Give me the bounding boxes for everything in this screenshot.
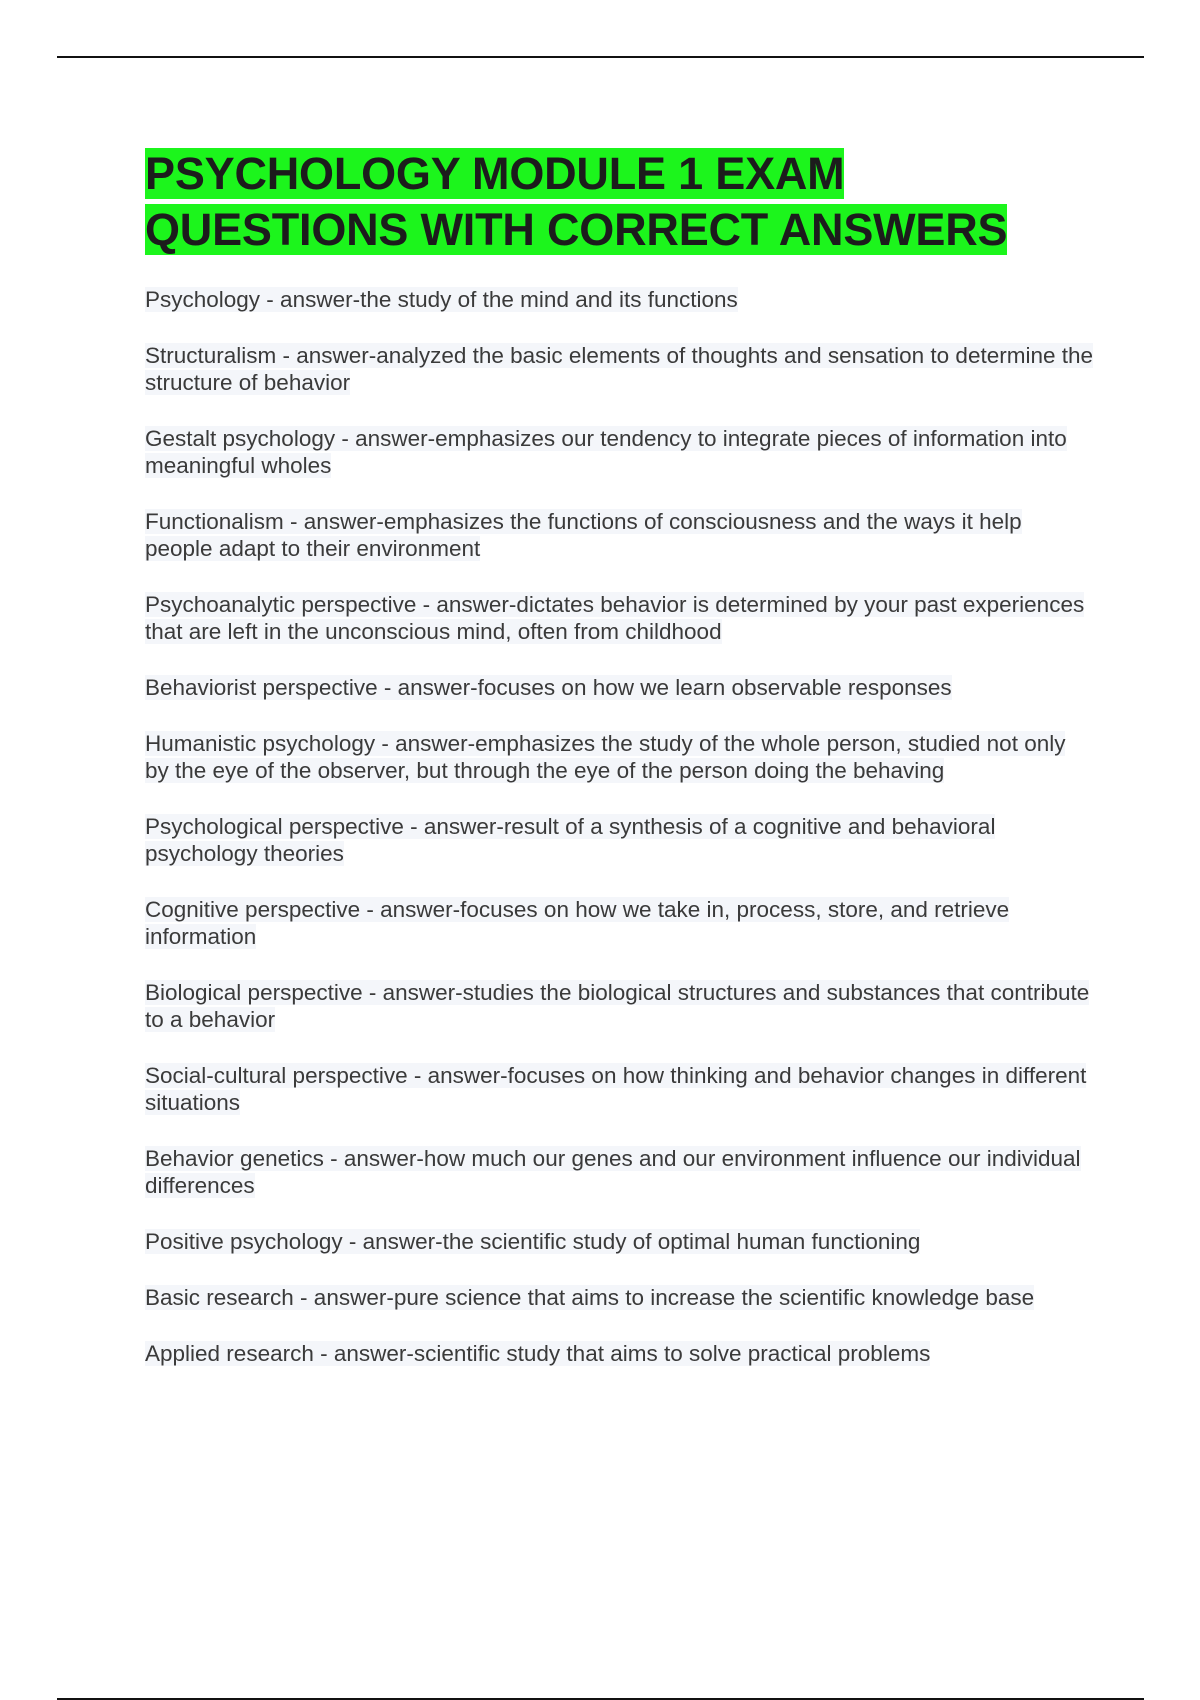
flashcard-item: Biological perspective - answer-studies the biological structures and substances that contribute to a behavior [145, 980, 1090, 1032]
flashcard-item: Basic research - answer-pure science that aims to increase the scientific knowledge base [145, 1285, 1035, 1310]
flashcard-item: Functionalism - answer-emphasizes the functions of consciousness and the ways it help people adapt to their environment [145, 509, 1022, 561]
flashcard-list [145, 286, 1095, 1367]
document-body [145, 146, 1095, 1396]
flashcard-item: Applied research - answer-scientific study that aims to solve practical problems [145, 1341, 931, 1366]
flashcard-item: Behavior genetics - answer-how much our genes and our environment influence our individual differences [145, 1146, 1081, 1198]
flashcard-item: Humanistic psychology - answer-emphasizes the study of the whole person, studied not only by the eye of the observer, but through the eye of the person doing the behaving [145, 731, 1066, 783]
flashcard-item: Psychoanalytic perspective - answer-dictates behavior is determined by your past experiences that are left in the unconscious mind, often from childhood [145, 592, 1085, 644]
flashcard-item: Positive psychology - answer-the scientific study of optimal human functioning [145, 1229, 921, 1254]
flashcard-item: Behaviorist perspective - answer-focuses on how we learn observable responses [145, 675, 952, 700]
title-line-2: QUESTIONS WITH CORRECT ANSWERS [145, 204, 1008, 255]
flashcard-item: Cognitive perspective - answer-focuses on how we take in, process, store, and retrieve information [145, 897, 1010, 949]
header-rule [57, 56, 1144, 58]
flashcard-item: Structuralism - answer-analyzed the basic elements of thoughts and sensation to determine the structure of behavior [145, 343, 1094, 395]
flashcard-item: Gestalt psychology - answer-emphasizes our tendency to integrate pieces of information into meaningful wholes [145, 426, 1067, 478]
document-title [145, 146, 1095, 258]
flashcard-item: Psychology - answer-the study of the mind and its functions [145, 287, 738, 312]
title-line-1: PSYCHOLOGY MODULE 1 EXAM [145, 148, 845, 199]
flashcard-item: Social-cultural perspective - answer-focuses on how thinking and behavior changes in different situations [145, 1063, 1087, 1115]
flashcard-item: Psychological perspective - answer-result of a synthesis of a cognitive and behavioral psychology theories [145, 814, 996, 866]
